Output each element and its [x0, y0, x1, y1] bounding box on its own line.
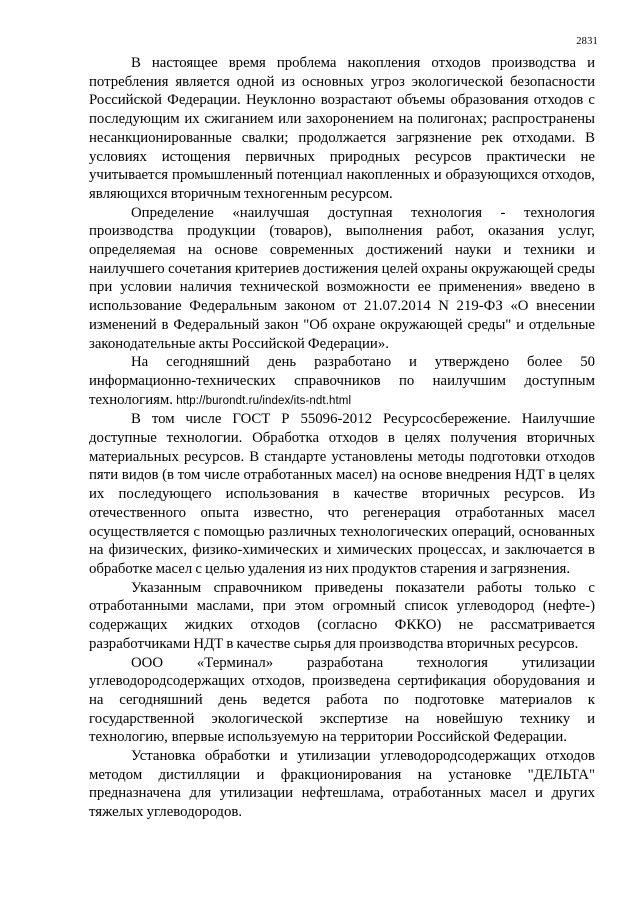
paragraph-gost-standard: В том числе ГОСТ Р 55096-2012 Ресурсосбережение. Наилучшие доступные технологии. Обработка отходов в целях получения вторичных материальных ресурсов. В стандарте установлены методы подготовки отходов пяти видов (в том числе отработанных масел) на основе внедрения НДТ в целях их последующего использования в качестве вторичных ресурсов. Из отечественного опыта известно, что регенерация отработанных масел осуществляется с помощью различных технологических операций, основанных на физических, физико-химических и химических процессах, и заключается в обработке масел с целью удаления из них продуктов старения и загрязнения.	[89, 411, 595, 577]
burondt-link[interactable]: http://burondt.ru/index/its-ndt.html	[176, 394, 352, 407]
paragraph-used-oils: Указанным справочником приведены показатели работы только с отработанными маслами, при этом огромный список углеводород (нефте-) содержащих жидких отходов (согласно ФККО) не рассматривается разработчиками НДТ в качестве сырья для производства вторичных ресурсов.	[89, 579, 595, 652]
paragraph-waste-problem: В настоящее время проблема накопления отходов производства и потребления является одной из основных угроз экологической безопасности Российской Федерации. Неуклонно возрастают объемы образования отходов с последующим их сжиганием или захоронением на полигонах; распространены несанкционированные свалки; продолжается загрязнение рек отходами. В условиях истощения первичных природных ресурсов практически не учитывается промышленный потенциал накопленных и образующихся отходов, являющихся вторичным техногенным ресурсом.	[89, 55, 595, 202]
paragraph-reference-books	[89, 353, 595, 410]
page-number: 2831	[576, 36, 598, 47]
paragraph-bat-definition: Определение «наилучшая доступная технология - технология производства продукции (товаров), выполнения работ, оказания услуг, определяемая на основе современных достижений науки и техники и наилучшего сочетания критериев достижения целей охраны окружающей среды при условии наличия технической возможности ее применения» введено в использование Федеральным законом от 21.07.2014 N 219-ФЗ «О внесении изменений в Федеральный закон "Об охране окружающей среды" и отдельные законодательные акты Российской Федерации».	[89, 204, 595, 352]
paragraph-delta-installation: Установка обработки и утилизации углеводородсодержащих отходов методом дистилляции и фракционирования на установке "ДЕЛЬТА" предназначена для утилизации нефтешлама, отработанных масел и других тяжелых углеводородов.	[89, 748, 595, 821]
paragraph-terminal-company: ООО «Терминал» разработана технология утилизации углеводородсодержащих отходов, произведена сертификация оборудования и на сегодняшний день ведется работа по подготовке материалов к государственной экологической экспертизе на новейшую технику и технологию, впервые используемую на территории Российской Федерации.	[89, 654, 595, 746]
body-text	[89, 54, 595, 822]
reference-books-text: На сегодняшний день разработано и утверждено более 50 информационно-технических справочников по наилучшим доступным технологиям.	[89, 354, 595, 408]
